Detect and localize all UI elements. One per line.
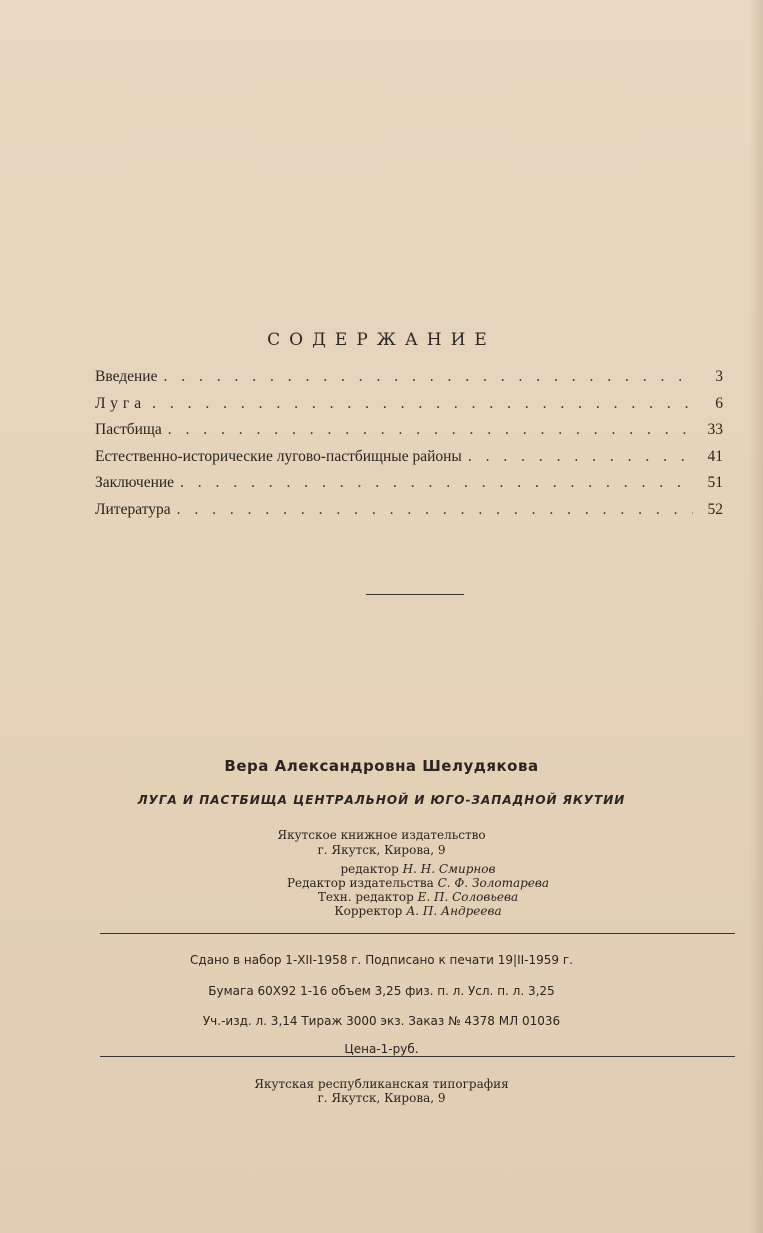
print-info-line: Сдано в набор 1-XII-1958 г. Подписано к печати 19|II-1959 г. (190, 953, 573, 967)
toc-entry (95, 368, 723, 395)
toc-entry-page: 3 (715, 368, 723, 385)
print-info-line: Уч.-изд. л. 3,14 Тираж 3000 экз. Заказ № 4378 МЛ 01036 (202, 1014, 561, 1028)
toc-leader-dots (163, 368, 693, 386)
table-of-contents (95, 368, 723, 527)
editor-line (258, 876, 578, 890)
printer-block (0, 1077, 763, 1105)
toc-leader-dots (180, 474, 693, 492)
publisher-address: г. Якутск, Кирова, 9 (317, 843, 446, 857)
publisher-name: Якутское книжное издательство (277, 828, 486, 842)
price-label: Цена-1-руб. (344, 1042, 419, 1056)
imprint-rule-top (100, 933, 735, 934)
toc-leader-dots (468, 448, 693, 466)
toc-entry (95, 421, 723, 448)
toc-entry-label: Луга (95, 394, 147, 412)
editor-name: А. П. Андреева (406, 904, 502, 918)
toc-entry (95, 395, 723, 422)
printer-name: Якутская республиканская типография (254, 1077, 509, 1091)
toc-entry (95, 448, 723, 475)
toc-entry-page: 52 (707, 500, 723, 518)
toc-title: СОДЕРЖАНИЕ (267, 330, 496, 350)
toc-leader-dots (168, 421, 693, 439)
toc-entry-page: 41 (707, 447, 723, 465)
author-name: Вера Александровна Шелудякова (224, 757, 539, 775)
toc-entry-label: Литература (95, 500, 171, 518)
print-info-line: Бумага 60Х92 1-16 объем 3,25 физ. п. л. Усл. п. л. 3,25 (208, 984, 555, 998)
editor-role: Редактор издательства (286, 876, 434, 890)
editor-role: Техн. редактор (317, 890, 414, 904)
toc-entry-label: Заключение (95, 474, 175, 491)
toc-entry (95, 501, 723, 528)
toc-entry-label: Естественно-исторические лугово-пастбищные районы (95, 447, 462, 465)
section-divider (366, 594, 464, 595)
editor-role: редактор (340, 862, 399, 876)
editor-name: С. Ф. Золотарева (437, 876, 550, 890)
book-title: ЛУГА И ПАСТБИЩА ЦЕНТРАЛЬНОЙ И ЮГО-ЗАПАДНОЙ ЯКУТИИ (137, 793, 626, 807)
publisher-block (0, 828, 763, 858)
editor-line (258, 904, 578, 918)
editor-name: Е. П. Соловьева (417, 890, 519, 904)
toc-entry-label: Пастбища (95, 421, 162, 438)
toc-entry-page: 51 (707, 474, 723, 491)
toc-leader-dots (177, 501, 693, 519)
editor-role: Корректор (334, 904, 403, 918)
printer-address: г. Якутск, Кирова, 9 (317, 1091, 446, 1105)
toc-entry-page: 6 (715, 394, 723, 412)
toc-entry-page: 33 (707, 421, 723, 438)
editors-block (258, 862, 578, 918)
editor-line (258, 862, 578, 876)
imprint-rule-bottom (100, 1056, 735, 1057)
editor-line (258, 890, 578, 904)
toc-entry (95, 474, 723, 501)
toc-leader-dots (152, 395, 693, 413)
editor-name: Н. Н. Смирнов (402, 862, 496, 876)
toc-entry-label: Введение (95, 368, 158, 385)
